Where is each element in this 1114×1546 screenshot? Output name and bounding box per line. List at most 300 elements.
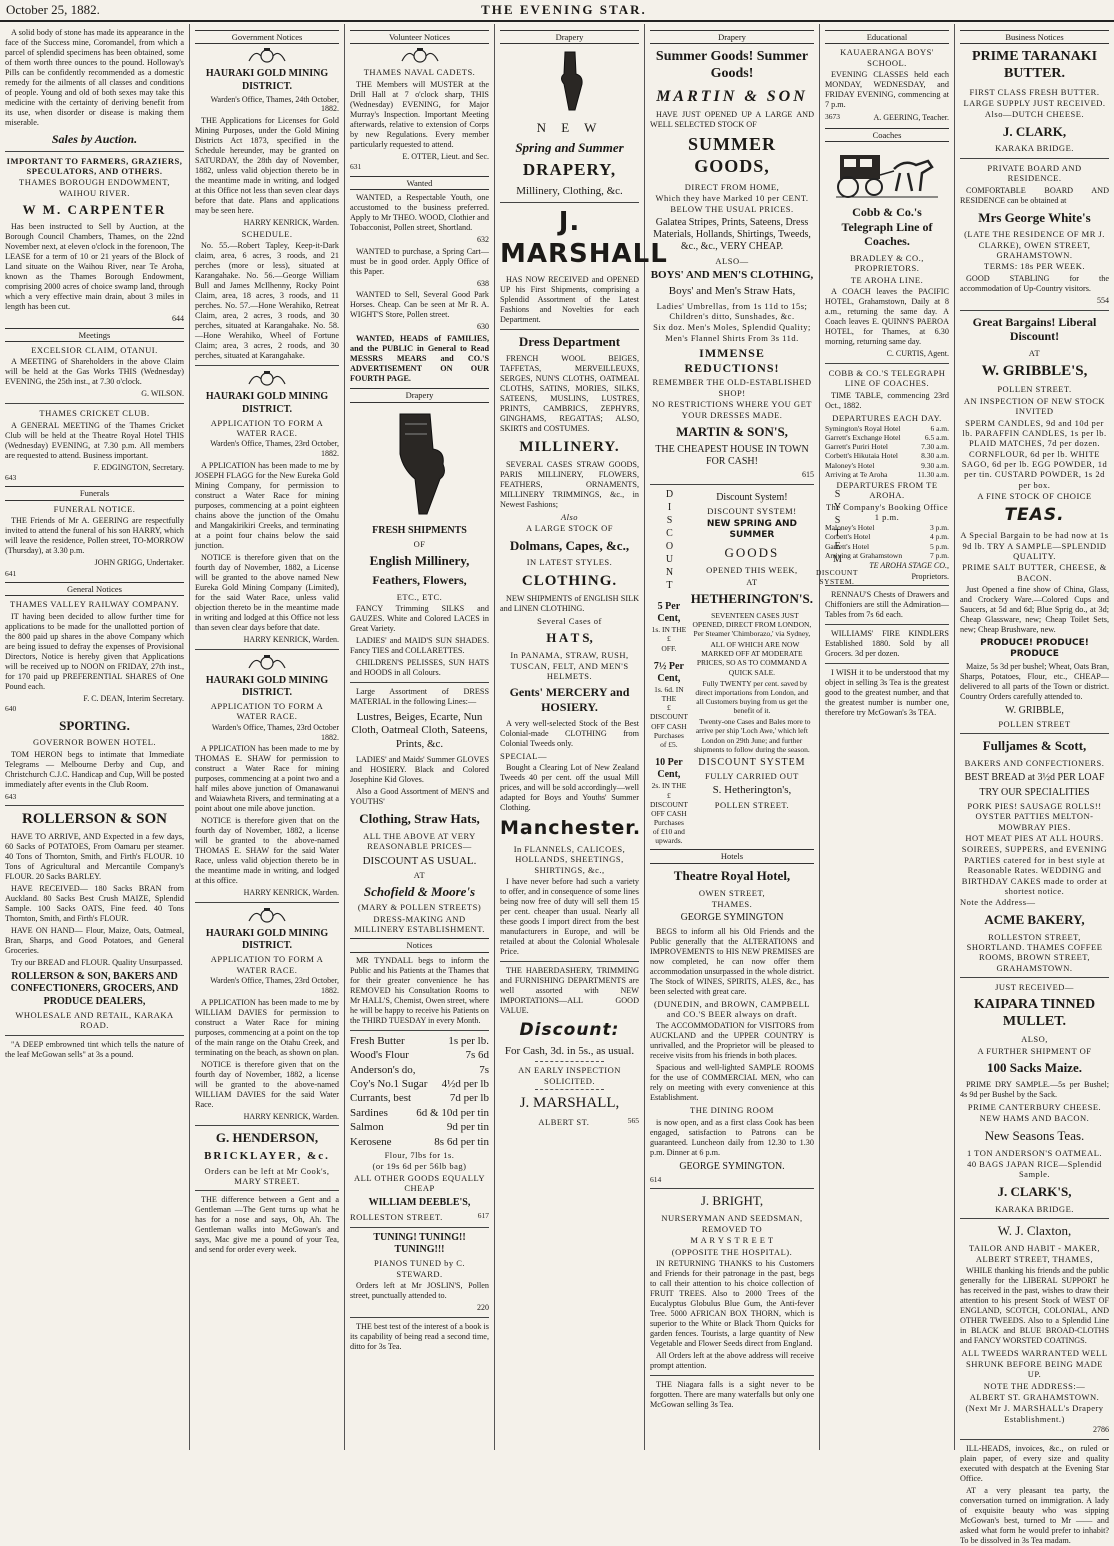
fancy-text: FANCY Trimming SILKS and GAUZES. White and Colored LACES in Great Variety. <box>350 603 489 633</box>
bright-name: J. BRIGHT, <box>700 1192 764 1208</box>
williams-text: WILLIAMS' FIRE KINDLERS Established 1880. Sold by all Grocers. 3d per dozen. <box>825 629 949 659</box>
children-text: CHILDREN'S PELISSES, SUN HATS and HOODS in all Colours. <box>350 657 489 677</box>
season-teas: New Seasons Teas. <box>984 1127 1085 1143</box>
have-on-hand-text: HAVE ON HAND— Flour, Maize, Oats, Oatmeal, Bran, Sharps, and Good Potatoes, and General Groceries. <box>5 926 184 956</box>
price-row <box>350 1064 489 1077</box>
goods-heading: GOODS <box>724 545 780 561</box>
all-above-text: ALL THE ABOVE AT VERY REASONABLE PRICES— <box>363 831 476 852</box>
of-label: OF <box>413 538 426 549</box>
discount-rate: 1s. 6d. IN THE <box>654 685 684 704</box>
owen-street: OWEN STREET, <box>698 887 766 898</box>
railway-signature: F. C. DEAN, Interim Secretary. <box>83 693 184 703</box>
best-test-text: THE best test of the interest of a book is its capability of being read a second time, ditto for 3s Tea. <box>350 1321 489 1351</box>
millinery-heading: MILLINERY. <box>519 438 620 455</box>
manchester-text: In FLANNELS, CALICOES, HOLLANDS, SHEETINGS, SHIRTINGS, &c., <box>513 844 626 875</box>
clothing-text: NEW SHIPMENTS of ENGLISH SILK and LINEN CLOTHING. <box>500 594 639 614</box>
clothing-straw-hats: Clothing, Straw Hats, <box>359 811 480 827</box>
hotels-heading: Hotels <box>650 849 814 863</box>
excelsior-text: A MEETING of Shareholders in the above Claim will be held at the Gas Works THIS (Wednesday) EVENING, the 25th inst., at 7.30 o'clock. <box>5 357 184 387</box>
hauraki-3-text: A PPLICATION has been made to me by THOMAS E. SHAW for permission to construct a Water Race for mining purposes, commencing at a point two and a half miles above junction of Omanawanui and Waiawheta Rivers, and terminating at a point about one mile above junction. <box>195 744 339 814</box>
wanted-3-number: 630 <box>477 322 489 332</box>
gribble-name: W. GRIBBLE'S, <box>981 363 1088 380</box>
bargains-heading: Great Bargains! Liberal Discount! <box>972 314 1097 344</box>
discount-percent: 5 Per Cent, <box>657 600 681 625</box>
discount-percent: 7½ Per Cent, <box>653 660 684 684</box>
hauraki-1-text: THE Applications for Licenses for Gold Mining Purposes, under the Gold Mining Districts Act 1873, specified in the Schedule hereunder, may be granted on SATURDAY, the 28th day of November, 1882, unless valid objection thereto be in the meantime made in writing, and lodged at this Office not less than seven clear days before that date. Plans and applications may be seen here. <box>195 116 339 216</box>
wanted-heading: Wanted <box>350 176 489 190</box>
dolmans-capes: Dolmans, Capes, &c., <box>509 537 630 553</box>
special-bargain: A Special Bargain to be had now at 1s 9d lb. TRY A SAMPLE—SPLENDID QUALITY. <box>960 530 1109 561</box>
funeral-text: THE Friends of Mr A. GEERING are respectfully invited to attend the funeral of his son HARRY, which will leave the residence, Pollen street, TO-MORROW (Thursday), at 3.30 p.m. <box>5 516 184 556</box>
timetable-place: Maloney's Hotel <box>825 523 875 533</box>
notice-4-text: NOTICE is therefore given that on the fourth day of November, 1882, a license will be granted to the above-named WILLIAM DAVIES for the said Water Race. <box>195 1059 339 1109</box>
spring-summer: Spring and Summer <box>515 140 624 156</box>
stabling-text: GOOD STABLING for the accommodation of Up-Country visitors. <box>960 273 1109 293</box>
hot-pies: HOT MEAT PIES AT ALL HOURS. <box>965 833 1104 844</box>
coach-text: A COACH leaves the PACIFIC HOTEL, Grahamstown, Daily at 8 a.m., returning the same day. A Coach leaves E. QUINN'S PAEROA HOTEL, for Thames, at 6.30 morning, returning same day. <box>825 287 949 347</box>
timetable-row <box>825 433 949 442</box>
warden-4-signature: HARRY KENRICK, Warden. <box>243 1111 339 1121</box>
carpenter-name: W M. CARPENTER <box>22 202 167 218</box>
white-name: Mrs George White's <box>978 209 1091 225</box>
claxton-number: 2786 <box>1093 1425 1109 1434</box>
difference-text: THE difference between a Gent and a Gentleman —The Gent turns up what he has for a nose and says, Oh, Ah. The Gentleman walks into McGowan's and says, Mac give me a pound of your Tea, and send for order every week. <box>195 1195 339 1255</box>
gribble-pollen-2: POLLEN STREET <box>998 719 1071 730</box>
notices-heading: Notices <box>350 938 489 952</box>
price-item: Sardines <box>350 1106 388 1119</box>
specialities: TRY OUR SPECIALITIES <box>979 786 1090 798</box>
timetable-time: 6.5 a.m. <box>924 433 949 443</box>
hetherington-footer: S. Hetherington's, <box>712 784 792 797</box>
timetable-time: 8.30 a.m. <box>921 451 949 461</box>
large-assortment-text: Large Assortment of DRESS MATERIAL in the following Lines:— <box>350 686 489 706</box>
royal-arms-icon <box>195 654 339 672</box>
rollerson-text: HAVE TO ARRIVE, AND Expected in a few days, 60 Sacks of POTATOES, From Oamaru per steamer. 40 Tons of Thornton, Smith, and Firth's FLOUR. 10 Tons of Agricultural and Mercantile Company's FLOUR. 20 Sacks BARLEY. <box>5 832 184 882</box>
manchester-more: I have never before had such a variety to offer, and in consequence of some lines being now free of duty will sell them 15 per cent. cheaper than usual. Nearly all these goods I import direct from the best manufacturers in Europe, and will be retailed at about the Colonial Wholesale Price. <box>500 877 639 957</box>
teas-heading: TEAS. <box>1004 505 1065 526</box>
at-label: AT <box>746 576 758 587</box>
discount-percent: 10 Per Cent, <box>655 757 683 781</box>
discount-rate: 1s. IN THE <box>651 625 687 635</box>
funeral-number: 641 <box>5 568 17 578</box>
timetable-time: 7 p.m. <box>930 550 949 560</box>
discount-system-label: DISCOUNT SYSTEM. <box>816 567 858 586</box>
columns <box>0 24 1114 1545</box>
orders-text: All Orders left at the above address will receive prompt attention. <box>650 1351 814 1371</box>
rollerson-address: WHOLESALE AND RETAIL, KARAKA ROAD. <box>15 1009 174 1031</box>
marked-off-text: ALL OF WHICH ARE NOW MARKED OFF AT MODERATE PRICES, SO AS TO COMMAND A QUICK SALE. <box>696 640 807 677</box>
maize-text: Maize, 5s 3d per bushel; Wheat, Oats Bran, Sharps, Potatoes, Flour, etc., CHEAP—delivered to all parts of the Town or district. Country Orders carefully attended to. <box>960 661 1109 701</box>
dressmaking-text: DRESS-MAKING AND MILLINERY ESTABLISHMENT. <box>354 913 485 935</box>
wanted-2-number: 638 <box>477 278 489 288</box>
stage-company: TE AROHA STAGE CO., <box>869 560 949 570</box>
hauraki-3-heading: HAURAKI GOLD MINING DISTRICT. <box>205 674 329 698</box>
discount-usual: DISCOUNT AS USUAL. <box>362 854 477 867</box>
discount-note: DISCOUNT OFF CASH Purchases of £5. <box>650 712 688 749</box>
price-item: Currants, best <box>350 1092 412 1105</box>
direct-from-home: DIRECT FROM HOME, <box>684 181 780 192</box>
holloway-text: A solid body of stone has made its appearance in the face of the Success mine, Coromandel, from which a parcel of splendid specimens has been obtained, some of them worth three ounces to the pound. Holloway's Pills can be confidently recommended as a domestic remedy for the ailments of all classes and conditions of people. Young and old of both sexes may take this medicine with the certainty of deriving benefit from its use, when disorder or disease is making them miserable. <box>5 28 184 127</box>
etc-label: ETC., ETC. <box>396 591 443 602</box>
best-bread: BEST BREAD at 3½d PER LOAF <box>964 771 1105 783</box>
excelsior-signature: G. WILSON. <box>141 389 184 399</box>
price-value: 8s 6d per tin <box>434 1135 489 1148</box>
ill-heads-text: ILL-HEADS, invoices, &c., on ruled or plain paper, of every size and quality executed with despatch at the Evening Star Office. <box>960 1443 1109 1483</box>
tyndall-text: MR TYNDALL begs to inform the Public and his Patients at the Thames that for their greater convenience he has REMOVED his Consultation Rooms to Mr HALL'S, Chemist, Owen street, where he will be happy to receive his Patients on the THIRD TUESDAY in every Month. <box>350 955 489 1025</box>
reductions-heading: IMMENSE REDUCTIONS! <box>684 346 780 375</box>
fully-text: Fully TWENTY per cent. saved by direct importations from London, and all Customers buying from us get the benefit of it. <box>695 678 809 716</box>
thames-label: THAMES. <box>711 898 753 909</box>
wanted-4-text: WANTED, HEADS of FAMILIES, and the PUBLIC in General to Read MESSRS MEARS and CO.'S ADVERTISEMENT ON OUR FOURTH PAGE. <box>350 334 489 384</box>
coaches-heading: Coaches <box>825 128 949 142</box>
cheapest-text: THE CHEAPEST HOUSE IN TOWN FOR CASH! <box>655 443 809 467</box>
boys-clothing: BOYS' AND MEN'S CLOTHING, <box>650 268 814 281</box>
seventeen-text: SEVENTEEN CASES JUST OPENED, DIRECT FROM LONDON, Per Steamer 'Chimborazo,' via Sydney, <box>692 610 812 639</box>
dunedin-text: (DUNEDIN, and BROWN, CAMPBELL and CO.'S BEER always on draft. <box>654 998 810 1019</box>
bradley-proprietors: BRADLEY & CO., PROPRIETORS. <box>850 253 924 274</box>
discount-carried: DISCOUNT SYSTEM <box>698 756 806 768</box>
price-value: 7s <box>479 1063 489 1076</box>
also-label: Also <box>560 511 579 522</box>
hauraki-1-heading: HAURAKI GOLD MINING DISTRICT. <box>205 68 329 92</box>
millinery-clothing: Millinery, Clothing, &c. <box>516 184 623 197</box>
gents-text: A very well-selected Stock of the Best Colonial-made CLOTHING from Colonial Tweeds only. <box>500 718 639 748</box>
wanted-1-text: WANTED, a Respectable Youth, one accustomed to the business preferred. Apply to Mr THEO. WOOD, Clothier and Tobacconist, Pollen street, Shortland. <box>350 192 489 232</box>
at-label: AT <box>1028 347 1041 358</box>
governor-text: TOM HERON begs to intimate that Immediate Telegrams — Melbourne Derby and Cup, and Christchurch C.J.C. Handicap and Cup, Will be posted immediately after events in the Club Room. <box>5 749 184 789</box>
cricket-signature: F. EDGINGTON, Secretary. <box>93 462 184 472</box>
marshall-name: J. MARSHALL <box>500 207 668 269</box>
late-residence: (LATE THE RESIDENCE OF MR J. CLARKE), OWEN STREET, GRAHAMSTOWN. <box>964 229 1105 261</box>
gribble-footer: W. GRIBBLE, <box>1005 704 1064 716</box>
price-value: 1s per lb. <box>448 1034 489 1047</box>
funerals-heading: Funerals <box>5 486 184 500</box>
karaka-bridge: KARAKA BRIDGE. <box>995 143 1074 154</box>
discount-tier <box>650 601 688 653</box>
geering-number: 3673 <box>825 112 840 122</box>
accommodation-text: The ACCOMMODATION for VISITORS from AUCKLAND and the UPPER COUNTRY is unrivalled, and the Proprietor will be pleased to receive visits from his friends in both places. <box>650 1021 814 1061</box>
claxton-albert: ALBERT STREET, THAMES, <box>975 1254 1094 1265</box>
martin-footer: MARTIN & SON'S, <box>676 423 788 439</box>
curtis-signature: C. CURTIS, Agent. <box>886 349 949 359</box>
evening-classes-text: EVENING CLASSES held each MONDAY, WEDNESDAY, and FRIDAY EVENING, commencing at 7 p.m. <box>825 70 949 110</box>
pointing-down-hand-icon <box>500 50 639 114</box>
cricket-heading: THAMES CRICKET CLUB. <box>39 408 150 419</box>
timetable-time: 5 p.m. <box>930 541 949 551</box>
notice-2-text: NOTICE is therefore given that on the fourth day of November, 1882, a License will be granted to the above named New Eureka Gold Mining Company (Limited), for the said Water Race, unless valid objection thereto be in the meantime made in writing and lodged at this Office not less than seven clear days before that date. <box>195 552 339 632</box>
departure-times <box>825 424 949 479</box>
inspection-invited: AN INSPECTION OF NEW STOCK INVITED <box>963 395 1106 417</box>
clark-footer: J. CLARK'S, <box>997 1183 1072 1199</box>
henderson-name: G. HENDERSON, <box>215 1130 319 1146</box>
clark-name: J. CLARK, <box>1002 123 1067 139</box>
timetable-time: 7.30 a.m. <box>921 442 949 452</box>
price-value: 7d per lb <box>449 1092 489 1105</box>
all-other-goods: ALL OTHER GOODS EQUALLY CHEAP <box>354 1172 485 1194</box>
cricket-number: 643 <box>5 473 17 483</box>
carried-out: FULLY CARRIED OUT <box>705 771 799 782</box>
carpenter-number: 644 <box>172 313 184 323</box>
moles-text: Six doz. Men's Moles, Splendid Quality; Men's Flannel Shirts From 3s 11d. <box>653 322 811 343</box>
discount-note: DISCOUNT OFF CASH Purchases of £10 and upwards. <box>650 799 688 846</box>
price-row <box>350 1121 489 1134</box>
dining-heading: THE DINING ROOM <box>690 1105 774 1116</box>
party-text: AT a very pleasant tea party, the conversation turned on immigration. A lady of exquisite beauty who was sipping McGowan's best, turned to Mr —— and asked what form he would prefer to inhabit? To be dissolved in 3s Tea madam. <box>960 1485 1109 1545</box>
stock-list: SPERM CANDLES, 9d and 10d per lb. PARAFFIN CANDLES, 1s per lb. PLAID MATCHES, 7d per dozen. CORNFLOUR, 6d per lb. WHITE SAGO, 6d per lb. EGG POWDER, 1d per tin. CUSTARD POWDER, 1s 2d per box. <box>961 417 1108 490</box>
symington-text: BEGS to inform all his Old Friends and the Public generally that the ALTERATIONS and IMPROVEMENTS to HIS NEW PREMISES are now completed, he can now offer them accommodation unsurpassed in the whole district. The Stock of WINES, SPIRITS, ALES, &c., has been selected with great care. <box>650 926 814 996</box>
feathers-flowers: Feathers, Flowers, <box>372 572 467 587</box>
timetable-place: Corbett's Hotel <box>825 532 871 542</box>
column-3 <box>345 24 495 1450</box>
drapery-title: DRAPERY, <box>522 160 617 180</box>
railway-heading: THAMES VALLEY RAILWAY COMPANY. <box>10 599 179 610</box>
also-label: ALSO— <box>715 255 749 266</box>
new-heading: N E W <box>536 120 603 136</box>
endowment-heading: THAMES BOROUGH ENDOWMENT, WAIHOU RIVER. <box>19 177 170 198</box>
summer-goods: SUMMER GOODS, <box>688 134 776 176</box>
wanted-1-number: 632 <box>477 234 489 244</box>
column-2 <box>190 24 345 1450</box>
cadets-number: 631 <box>350 162 362 172</box>
timetable-place: Maloney's Hotel <box>825 460 875 470</box>
notice-3-text: NOTICE is therefore given that on the fourth day of November, 1882, a license will be granted to the above-named THOMAS E. SHAW for the said Water Race, unless valid objection thereto be in the meantime made in writing, and lodged at this office. <box>195 816 339 886</box>
warden-4-date: Warden's Office, Thames, 23rd October, 1882. <box>210 976 339 995</box>
karaka-bridge-2: KARAKA BRIDGE. <box>995 1203 1074 1214</box>
price-row <box>350 1078 489 1091</box>
terms-text: TERMS: 18s PER WEEK. <box>984 261 1085 272</box>
dress-list: FRENCH WOOL BEIGES, TAFFETAS, MERVEILLEUXS, SERGES, NUN'S CLOTHS, OATMEAL CLOTHS, SATINS, MORIES, SILKS, SATEENS, MUSLINS, LUSTRES, PRINTS, CAMBRICS, ZEPHYRS, GINGHAMS, REGATTAS; ALSO, SKIRTS and COSTUMES. <box>500 353 639 433</box>
new-spring-summer: NEW SPRING AND SUMMER <box>706 519 797 541</box>
timetable-place: Garrett's Exchange Hotel <box>825 433 901 443</box>
dress-department: Dress Department <box>518 333 621 349</box>
price-row <box>350 1092 489 1105</box>
albert-street: ALBERT ST. <box>538 1117 590 1128</box>
hats-heading: H A T S, <box>546 630 593 646</box>
dutch-cheese: Also—DUTCH CHEESE. <box>984 109 1085 120</box>
martin-name: MARTIN & SON <box>656 87 808 105</box>
column-6 <box>820 24 955 1450</box>
marshall-text: HAS NOW RECEIVED and OPENED UP his First Shipments, comprising a Splendid Assortment of the Latest Fashions and Novelties for each Department. <box>500 274 639 324</box>
geering-signature: A. GEERING, Teacher. <box>873 113 949 123</box>
shrunk-text: ALL TWEEDS WARRANTED WELL SHRUNK BEFORE BEING MADE UP. <box>961 1348 1108 1380</box>
price-note-2: (or 19s 6d per 56lb bag) <box>372 1161 467 1172</box>
from-aroha-heading: DEPARTURES FROM TE AROHA. <box>836 479 938 501</box>
discount-note: OFF. <box>661 643 677 653</box>
millinery-text: SEVERAL CASES STRAW GOODS, PARIS MILLINERY, FLOWERS, FEATHERS, ORNAMENTS, MILLINERY TRIMMINGS, &c., in Newest Fashions; <box>500 459 639 509</box>
masthead-title: THE EVENING STAR. <box>481 2 647 17</box>
prime-taranaki: PRIME TARANAKI BUTTER. <box>971 49 1098 82</box>
further-shipment: A FURTHER SHIPMENT OF <box>977 1045 1092 1056</box>
deeble-name: WILLIAM DEEBLE'S, <box>368 1196 471 1208</box>
timetable-row <box>825 532 949 541</box>
symington-number: 614 <box>650 1174 662 1184</box>
timetable-time: 3 p.m. <box>930 523 949 533</box>
no-restrictions-text: NO RESTRICTIONS WHERE YOU GET YOUR DRESSES MADE. <box>652 399 812 420</box>
auction-heading: Sales by Auction. <box>51 132 138 146</box>
wish-text: I WISH it to be understood that my object in selling 3s Tea is the greatest good to the greatest number, and that the greatest number is number one, therefore try McGowan's 3s TEA. <box>825 668 949 718</box>
pianos-text: Orders left at Mr JOSLIN'S, Pollen street, punctually attended to. <box>350 1281 489 1301</box>
timetable-place: Symington's Royal Hotel <box>825 423 901 433</box>
price-item: Coy's No.1 Sugar <box>350 1078 428 1091</box>
water-race-2-heading: APPLICATION TO FORM A WATER RACE. <box>210 417 324 439</box>
pianos-heading: PIANOS TUNED by C. STEWARD. <box>373 1258 466 1279</box>
manchester-heading: Manchester. <box>500 816 642 839</box>
marked-below: Which they have Marked 10 per CENT. BELOW THE USUAL PRICES. <box>655 193 809 214</box>
warden-1-date: Warden's Office, Thames, 24th October, 1882. <box>210 94 339 114</box>
bright-text: IN RETURNING THANKS to his Customers and Friends for their patronage in the past, begs to call their attention to his choice collection of FRUIT TREES. Also to 2000 Trees of the Eucalyptus Globulus Blue Gum, the Anti-fever Tree. 5000 AFRICAN BOX THORN, which is superior to the White or Black Thorn Quicks for garden fences. Tourists, a large quantity of New Vegetable and Flower Seeds direct from England. <box>650 1259 814 1349</box>
umbrellas-text: Ladies' Umbrellas, from 1s 11d to 15s; Children's ditto, Sunshades, &c. <box>656 300 808 322</box>
price-item: Kerosene <box>350 1135 392 1148</box>
acme-bakery: ACME BAKERY, <box>984 911 1085 927</box>
timetable-row <box>825 551 949 560</box>
note-address: Note the Address— <box>960 897 1036 908</box>
water-race-3-heading: APPLICATION TO FORM A WATER RACE. <box>210 701 324 722</box>
price-item: Wood's Flour <box>350 1049 409 1062</box>
comfortable-text: COMFORTABLE BOARD AND RESIDENCE can be obtained at <box>960 185 1109 205</box>
nurseryman: NURSERYMAN AND SEEDSMAN, <box>661 1212 803 1223</box>
timetable-place: Corbett's Hikutaia Hotel <box>825 451 899 461</box>
hams-bacon: NEW HAMS AND BACON. <box>979 1113 1090 1124</box>
price-value: 9d per tin <box>446 1121 489 1134</box>
soirees-text: SOIREES, SUPPERS, and EVENING PARTIES catered for in best style at Reasonable Rates. WEDDING and BIRTHDAY CAKES made to order at shortest notice. <box>961 844 1108 896</box>
timetable-time: 9.30 a.m. <box>921 460 949 470</box>
price-note-1: Flour, 7lbs for 1s. <box>384 1150 455 1161</box>
theatre-royal: Theatre Royal Hotel, <box>673 867 791 883</box>
price-row <box>350 1049 489 1062</box>
fine-stock: A FINE STOCK OF CHOICE <box>977 491 1092 502</box>
symington-footer: GEORGE SYMINGTON. <box>679 1160 785 1172</box>
lustres-text: Lustres, Beiges, Ecarte, Nun Cloth, Oatmeal Cloth, Sateens, Prints, &c. <box>351 710 488 750</box>
marshall-footer: J. MARSHALL, <box>519 1095 620 1112</box>
departures-heading: DEPARTURES EACH DAY. <box>832 412 942 423</box>
column-1 <box>0 24 190 1450</box>
gribble-pollen: POLLEN STREET. <box>997 384 1072 395</box>
latest-styles: IN LATEST STYLES. <box>526 557 613 568</box>
timetable-row <box>825 424 949 433</box>
royal-arms-icon <box>350 47 489 65</box>
drapery-heading: Drapery <box>350 388 489 402</box>
produce-heading: PRODUCE! PRODUCE! PRODUCE <box>980 637 1089 659</box>
fresh-heading: FRESH SHIPMENTS <box>372 524 467 536</box>
ladies-text: LADIES' and MAID'S SUN SHADES. Fancy TIES and COLLARETTES. <box>350 635 489 655</box>
bricklayer-heading: BRICKLAYER, &c. <box>204 1150 330 1163</box>
removed-to: REMOVED TO <box>701 1224 763 1235</box>
mcgowan-text: "A DEEP embrowned tint which tells the nature of the leaf McGowan sells" at 3s a pound. <box>5 1039 184 1059</box>
price-value: 7s 6d <box>465 1049 489 1062</box>
english-millinery: English Millinery, <box>369 553 470 569</box>
timetable-row <box>825 451 949 460</box>
kauaeranga-heading: KAUAERANGA BOYS' SCHOOL. <box>840 47 934 68</box>
warden-1-signature: HARRY KENRICK, Warden. <box>243 218 339 228</box>
timetable-time: 6 a.m. <box>930 423 949 433</box>
royal-arms-icon <box>195 47 339 65</box>
timetable-row <box>825 442 949 451</box>
hauraki-2-text: A PPLICATION has been made to me by JOSEPH FLAGG for the New Eureka Gold Mining Company, for permission to construct a Water Race for mining purposes, commencing at a point eighteen chains above the junction of the Omahu and Mangakirikiri Creeks, and terminating at a point four chains below the said junction. <box>195 460 339 550</box>
funeral-notice-heading: FUNERAL NOTICE. <box>53 503 136 514</box>
general-notices-heading: General Notices <box>5 582 184 596</box>
timetable-row <box>825 470 949 479</box>
booking-office: The Company's Booking Office 1 p.m. <box>825 501 949 522</box>
timetable-time: 11.30 a.m. <box>917 469 949 479</box>
timetable-text: TIME TABLE, commencing 23rd Oct., 1882. <box>825 390 949 410</box>
discount-system-2: DISCOUNT SYSTEM! <box>707 506 797 517</box>
kaipara-mullet: KAIPARA TINNED MULLET. <box>973 997 1096 1030</box>
price-item: Salmon <box>350 1121 384 1134</box>
funeral-signature: JOHN GRIGG, Undertaker. <box>94 558 184 568</box>
rolleston-street: ROLLESTON STREET. <box>350 1211 443 1222</box>
te-aroha-line: TE AROHA LINE. <box>850 274 924 285</box>
discount-unit: £ <box>667 790 671 800</box>
farmers-heading: IMPORTANT TO FARMERS, GRAZIERS, SPECULATORS, AND OTHERS. <box>6 155 183 176</box>
henderson-text: Orders can be left at Mr Cook's, MARY STREET. <box>204 1165 330 1186</box>
gloves-text: LADIES' and Maids' Summer GLOVES and HOSIERY. Black and Colored Josephine Kid Gloves. <box>350 755 489 785</box>
canterbury-cheese: PRIME CANTERBURY CHEESE. <box>967 1102 1102 1113</box>
governor-heading: GOVERNOR BOWEN HOTEL. <box>32 737 157 748</box>
timetable-place: Arriving at Te Aroha <box>825 469 888 479</box>
price-value: 6d & 10d per tin <box>416 1106 489 1119</box>
royal-arms-icon <box>195 370 339 388</box>
bakers-label: BAKERS AND CONFECTIONERS. <box>964 758 1105 769</box>
mary-street: M A R Y S T R E E T <box>690 1235 774 1246</box>
rollerson-name: ROLLERSON & SON <box>21 810 168 827</box>
telegraph-heading: COBB & CO.'S TELEGRAPH LINE OF COACHES. <box>828 367 946 389</box>
just-received: JUST RECEIVED— <box>995 981 1074 992</box>
martin-number: 615 <box>802 470 814 480</box>
hats-text: In PANAMA, STRAW, RUSH, TUSCAN, FELT, AND MEN'S HELMETS. <box>510 650 629 681</box>
discount-unit: £ <box>667 634 671 644</box>
symington-name: GEORGE SYMINGTON <box>680 912 784 924</box>
special-label: SPECIAL— <box>500 750 547 761</box>
prime-dry: PRIME DRY SAMPLE.—5s per Bushel; 4s 9d per Bushel by the Sack. <box>960 1080 1109 1100</box>
at-label: AT <box>413 870 426 881</box>
mary-pollen: (MARY & POLLEN STREETS) <box>357 902 482 913</box>
carpenter-text: Has been instructed to Sell by Auction, at the Borough Council Chambers, Thames, on the 22nd November next, at eleven o'clock in the forenoon, The LEASE for a term of 10 or 21 years of the Block of Land situate on the Waihou River, near Te Aroha, known as the Thames Borough Endowment, comprising 2000 acres of choice swamp land, through which a very effective main drain, about 3 miles in length has been cut. <box>5 221 184 311</box>
price-item: Anderson's do, <box>350 1063 416 1076</box>
large-stock: A LARGE STOCK OF <box>526 523 613 534</box>
martin-text: HAVE JUST OPENED UP A LARGE AND WELL SELECTED STOCK OF <box>650 110 814 130</box>
cadets-signature: E. OTTER, Lieut. and Sec. <box>402 151 489 161</box>
drapery-heading: Drapery <box>500 30 639 44</box>
schedule-text: No. 55.—Robert Tapley, Keep-it-Dark claim, area, 6 acres, 3 roods, and 21 perches (more or less), situated at Karangahake. No. 56.—George William Bull and James McIlhenny, Rocky Point Claim, area, 18 acres, 3 roods, and 11 perches. No. 57.—Hone Werahiko, Retreat Claim, area, 2 acres, 3 roods, and 30 perches, situated at Karangahake. No. 58.—Hone Werahiko, Wheel of Fortune Claim; area, 3 acres, 2 roods, and 30 perches, situated at Karangahake. <box>195 241 339 361</box>
discount-left <box>650 489 688 846</box>
warden-3-signature: HARRY KENRICK, Warden. <box>243 888 339 898</box>
fulljames-name: Fulljames & Scott, <box>982 738 1087 754</box>
summer-goods-title: Summer Goods! Summer Goods! <box>655 49 809 82</box>
warden-2-date: Warden's Office, Thames, 23rd October, 1882. <box>210 439 339 459</box>
price-row <box>350 1035 489 1048</box>
tuning-heading: TUNING! TUNING!! TUNING!!! <box>373 1232 466 1256</box>
price-item: Fresh Butter <box>350 1034 405 1047</box>
system-vertical-right: SYSTEM <box>832 488 843 567</box>
bread-text: Try our BREAD and FLOUR. Quality Unsurpassed. <box>11 958 183 968</box>
salt-butter: PRIME SALT BUTTER, CHEESE, & BACON. <box>962 562 1107 583</box>
timetable-place: Garrett's Puriri Hotel <box>825 442 889 452</box>
governor-number: 643 <box>5 791 17 801</box>
royal-arms-icon <box>195 907 339 925</box>
cash-text: For Cash, 3d. in 5s., as usual. <box>504 1044 635 1057</box>
claxton-name: W. J. Claxton, <box>997 1222 1072 1238</box>
oatmeal-text: 1 TON ANDERSON'S OATMEAL. <box>966 1147 1103 1158</box>
dining-text: is now open, and as a first class Cook has been engaged, satisfaction to Patrons can be guaranteed. Luncheon daily from 12.30 to 1.30 p.m. Dinner at 6 p.m. <box>650 1117 814 1157</box>
galatea-text: Galatea Stripes, Prints, Sateens, Dress Materials, Hollands, Shirtings, Tweeds, &c., &c., VERY CHEAP. <box>653 217 811 253</box>
have-received-text: HAVE RECEIVED— 180 Sacks BRAN from Auckland. 80 Sacks Best Crush MAIZE, Splendid Sample. 100 Sacks OATS, Fine feed. 40 Tons Thornton, Smith, and Firth's FLOUR. <box>5 884 184 924</box>
cricket-text: A GENERAL MEETING of the Thames Cricket Club will be held at the Theatre Royal Hotel THIS (Wednesday) EVENING, at 7.30 p.m. All members are requested to attend. Business important. <box>5 420 184 460</box>
timetable-row <box>825 461 949 470</box>
large-supply: LARGE SUPPLY JUST RECEIVED. <box>963 97 1106 108</box>
straw-hats: Boys' and Men's Straw Hats, <box>668 285 796 298</box>
wanted-3-text: WANTED to Sell, Several Good Park Horses. Cheap. Can be seen at Mr R. A. WIGHT'S Store, Pollen street. <box>350 290 489 320</box>
remember-text: REMEMBER THE OLD-ESTABLISHED SHOP! <box>652 377 812 398</box>
